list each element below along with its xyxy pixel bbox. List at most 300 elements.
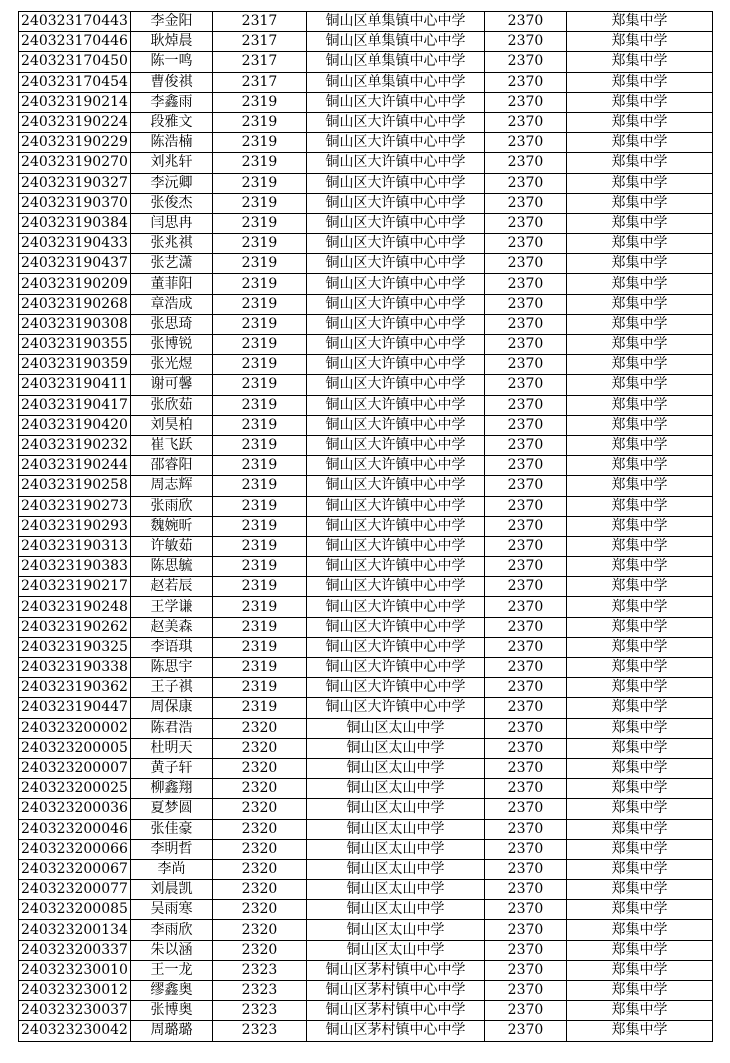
table-row xyxy=(19,294,713,314)
admit-code-cell: 2370 xyxy=(485,678,567,698)
student-name-cell: 许敏茹 xyxy=(131,536,213,556)
student-name-cell: 陈思宇 xyxy=(131,658,213,678)
school-name-cell: 铜山区太山中学 xyxy=(307,779,485,799)
admit-code-cell: 2370 xyxy=(485,193,567,213)
school-code-cell: 2320 xyxy=(213,758,307,778)
admit-school-cell: 郑集中学 xyxy=(567,557,713,577)
school-code-cell: 2319 xyxy=(213,112,307,132)
table-row xyxy=(19,234,713,254)
exam-number-cell: 240323190262 xyxy=(19,617,131,637)
school-name-cell: 铜山区大许镇中心中学 xyxy=(307,274,485,294)
table-row xyxy=(19,112,713,132)
admit-code-cell: 2370 xyxy=(485,456,567,476)
exam-number-cell: 240323230037 xyxy=(19,1001,131,1021)
admit-school-cell: 郑集中学 xyxy=(567,981,713,1001)
exam-number-cell: 240323190327 xyxy=(19,173,131,193)
school-name-cell: 铜山区太山中学 xyxy=(307,799,485,819)
admit-code-cell: 2370 xyxy=(485,234,567,254)
admit-code-cell: 2370 xyxy=(485,133,567,153)
student-name-cell: 陈思毓 xyxy=(131,557,213,577)
student-name-cell: 李尚 xyxy=(131,859,213,879)
admit-code-cell: 2370 xyxy=(485,435,567,455)
student-name-cell: 赵美森 xyxy=(131,617,213,637)
exam-number-cell: 240323190384 xyxy=(19,213,131,233)
table-row xyxy=(19,355,713,375)
exam-number-cell: 240323230012 xyxy=(19,981,131,1001)
table-row xyxy=(19,658,713,678)
student-name-cell: 张博奥 xyxy=(131,1001,213,1021)
exam-number-cell: 240323190447 xyxy=(19,698,131,718)
admit-code-cell: 2370 xyxy=(485,577,567,597)
admit-school-cell: 郑集中学 xyxy=(567,758,713,778)
admit-school-cell: 郑集中学 xyxy=(567,193,713,213)
admit-code-cell: 2370 xyxy=(485,92,567,112)
admit-code-cell: 2370 xyxy=(485,779,567,799)
admit-school-cell: 郑集中学 xyxy=(567,294,713,314)
student-name-cell: 段雅文 xyxy=(131,112,213,132)
student-name-cell: 闫思冉 xyxy=(131,213,213,233)
admit-school-cell: 郑集中学 xyxy=(567,900,713,920)
school-code-cell: 2319 xyxy=(213,476,307,496)
school-name-cell: 铜山区大许镇中心中学 xyxy=(307,415,485,435)
student-name-cell: 李明哲 xyxy=(131,839,213,859)
exam-number-cell: 240323190308 xyxy=(19,314,131,334)
admit-school-cell: 郑集中学 xyxy=(567,819,713,839)
student-name-cell: 黄子轩 xyxy=(131,758,213,778)
admit-code-cell: 2370 xyxy=(485,1001,567,1021)
admit-school-cell: 郑集中学 xyxy=(567,920,713,940)
admit-code-cell: 2370 xyxy=(485,738,567,758)
student-name-cell: 陈一鸣 xyxy=(131,52,213,72)
school-name-cell: 铜山区单集镇中心中学 xyxy=(307,32,485,52)
exam-number-cell: 240323190417 xyxy=(19,395,131,415)
school-code-cell: 2319 xyxy=(213,92,307,112)
school-code-cell: 2320 xyxy=(213,900,307,920)
admit-code-cell: 2370 xyxy=(485,1021,567,1041)
admit-code-cell: 2370 xyxy=(485,52,567,72)
table-row xyxy=(19,557,713,577)
school-code-cell: 2317 xyxy=(213,32,307,52)
school-name-cell: 铜山区太山中学 xyxy=(307,738,485,758)
admit-school-cell: 郑集中学 xyxy=(567,274,713,294)
school-code-cell: 2319 xyxy=(213,193,307,213)
exam-number-cell: 240323190217 xyxy=(19,577,131,597)
table-row xyxy=(19,536,713,556)
exam-number-cell: 240323190273 xyxy=(19,496,131,516)
admit-code-cell: 2370 xyxy=(485,32,567,52)
admit-school-cell: 郑集中学 xyxy=(567,779,713,799)
student-name-cell: 邵睿阳 xyxy=(131,456,213,476)
admit-code-cell: 2370 xyxy=(485,617,567,637)
school-code-cell: 2319 xyxy=(213,617,307,637)
table-row xyxy=(19,799,713,819)
exam-number-cell: 240323170454 xyxy=(19,72,131,92)
admit-school-cell: 郑集中学 xyxy=(567,718,713,738)
exam-number-cell: 240323190433 xyxy=(19,234,131,254)
admit-code-cell: 2370 xyxy=(485,173,567,193)
admit-school-cell: 郑集中学 xyxy=(567,516,713,536)
school-code-cell: 2319 xyxy=(213,335,307,355)
admit-school-cell: 郑集中学 xyxy=(567,577,713,597)
admit-school-cell: 郑集中学 xyxy=(567,314,713,334)
table-row xyxy=(19,859,713,879)
exam-number-cell: 240323190229 xyxy=(19,133,131,153)
school-name-cell: 铜山区大许镇中心中学 xyxy=(307,456,485,476)
admit-school-cell: 郑集中学 xyxy=(567,880,713,900)
student-name-cell: 刘兆轩 xyxy=(131,153,213,173)
table-row xyxy=(19,819,713,839)
exam-number-cell: 240323190338 xyxy=(19,658,131,678)
exam-number-cell: 240323190383 xyxy=(19,557,131,577)
school-code-cell: 2320 xyxy=(213,779,307,799)
school-name-cell: 铜山区太山中学 xyxy=(307,839,485,859)
admit-code-cell: 2370 xyxy=(485,254,567,274)
school-name-cell: 铜山区大许镇中心中学 xyxy=(307,395,485,415)
student-name-cell: 刘晨凯 xyxy=(131,880,213,900)
school-name-cell: 铜山区大许镇中心中学 xyxy=(307,234,485,254)
admit-school-cell: 郑集中学 xyxy=(567,153,713,173)
table-row xyxy=(19,456,713,476)
student-name-cell: 耿焯晨 xyxy=(131,32,213,52)
table-row xyxy=(19,395,713,415)
admit-code-cell: 2370 xyxy=(485,476,567,496)
table-row xyxy=(19,274,713,294)
table-row xyxy=(19,577,713,597)
admit-code-cell: 2370 xyxy=(485,920,567,940)
student-name-cell: 张欣茹 xyxy=(131,395,213,415)
school-code-cell: 2319 xyxy=(213,496,307,516)
exam-number-cell: 240323170450 xyxy=(19,52,131,72)
table-row xyxy=(19,718,713,738)
exam-number-cell: 240323200067 xyxy=(19,859,131,879)
table-row xyxy=(19,133,713,153)
school-name-cell: 铜山区大许镇中心中学 xyxy=(307,678,485,698)
student-name-cell: 崔飞跃 xyxy=(131,435,213,455)
school-code-cell: 2319 xyxy=(213,516,307,536)
school-name-cell: 铜山区大许镇中心中学 xyxy=(307,92,485,112)
student-name-cell: 张雨欣 xyxy=(131,496,213,516)
admit-school-cell: 郑集中学 xyxy=(567,698,713,718)
school-name-cell: 铜山区大许镇中心中学 xyxy=(307,597,485,617)
exam-number-cell: 240323200046 xyxy=(19,819,131,839)
student-name-cell: 周璐璐 xyxy=(131,1021,213,1041)
exam-number-cell: 240323190362 xyxy=(19,678,131,698)
school-code-cell: 2319 xyxy=(213,395,307,415)
school-code-cell: 2319 xyxy=(213,415,307,435)
school-code-cell: 2320 xyxy=(213,940,307,960)
admit-code-cell: 2370 xyxy=(485,981,567,1001)
admit-school-cell: 郑集中学 xyxy=(567,536,713,556)
student-name-cell: 李雨欣 xyxy=(131,920,213,940)
school-code-cell: 2320 xyxy=(213,880,307,900)
student-name-cell: 谢可馨 xyxy=(131,375,213,395)
roster-body xyxy=(19,12,713,1042)
school-code-cell: 2320 xyxy=(213,839,307,859)
exam-number-cell: 240323190209 xyxy=(19,274,131,294)
admit-code-cell: 2370 xyxy=(485,758,567,778)
exam-number-cell: 240323200036 xyxy=(19,799,131,819)
admit-code-cell: 2370 xyxy=(485,880,567,900)
school-code-cell: 2319 xyxy=(213,536,307,556)
school-code-cell: 2319 xyxy=(213,698,307,718)
student-name-cell: 杜明天 xyxy=(131,738,213,758)
student-name-cell: 李金阳 xyxy=(131,12,213,32)
admit-code-cell: 2370 xyxy=(485,698,567,718)
student-name-cell: 周志辉 xyxy=(131,476,213,496)
student-name-cell: 魏婉昕 xyxy=(131,516,213,536)
student-name-cell: 缪鑫奥 xyxy=(131,981,213,1001)
school-code-cell: 2320 xyxy=(213,859,307,879)
school-name-cell: 铜山区大许镇中心中学 xyxy=(307,617,485,637)
school-name-cell: 铜山区大许镇中心中学 xyxy=(307,658,485,678)
table-row xyxy=(19,678,713,698)
admit-school-cell: 郑集中学 xyxy=(567,859,713,879)
school-name-cell: 铜山区大许镇中心中学 xyxy=(307,536,485,556)
admit-school-cell: 郑集中学 xyxy=(567,133,713,153)
exam-number-cell: 240323190270 xyxy=(19,153,131,173)
table-row xyxy=(19,738,713,758)
student-name-cell: 李语琪 xyxy=(131,637,213,657)
admit-school-cell: 郑集中学 xyxy=(567,658,713,678)
admit-code-cell: 2370 xyxy=(485,839,567,859)
admit-code-cell: 2370 xyxy=(485,557,567,577)
school-code-cell: 2320 xyxy=(213,799,307,819)
exam-number-cell: 240323190232 xyxy=(19,435,131,455)
table-row xyxy=(19,900,713,920)
school-name-cell: 铜山区大许镇中心中学 xyxy=(307,496,485,516)
admit-school-cell: 郑集中学 xyxy=(567,335,713,355)
admit-school-cell: 郑集中学 xyxy=(567,456,713,476)
admit-school-cell: 郑集中学 xyxy=(567,213,713,233)
school-name-cell: 铜山区太山中学 xyxy=(307,940,485,960)
school-name-cell: 铜山区太山中学 xyxy=(307,900,485,920)
exam-number-cell: 240323190258 xyxy=(19,476,131,496)
school-code-cell: 2320 xyxy=(213,819,307,839)
student-name-cell: 李鑫雨 xyxy=(131,92,213,112)
admit-school-cell: 郑集中学 xyxy=(567,637,713,657)
exam-number-cell: 240323170443 xyxy=(19,12,131,32)
table-row xyxy=(19,32,713,52)
exam-number-cell: 240323190313 xyxy=(19,536,131,556)
admit-code-cell: 2370 xyxy=(485,112,567,132)
admit-code-cell: 2370 xyxy=(485,12,567,32)
school-code-cell: 2319 xyxy=(213,355,307,375)
school-name-cell: 铜山区大许镇中心中学 xyxy=(307,314,485,334)
admit-school-cell: 郑集中学 xyxy=(567,173,713,193)
school-code-cell: 2319 xyxy=(213,294,307,314)
student-name-cell: 张兆祺 xyxy=(131,234,213,254)
table-row xyxy=(19,839,713,859)
school-code-cell: 2319 xyxy=(213,456,307,476)
school-name-cell: 铜山区大许镇中心中学 xyxy=(307,375,485,395)
school-name-cell: 铜山区大许镇中心中学 xyxy=(307,133,485,153)
school-code-cell: 2319 xyxy=(213,254,307,274)
school-code-cell: 2317 xyxy=(213,52,307,72)
school-code-cell: 2319 xyxy=(213,597,307,617)
school-code-cell: 2319 xyxy=(213,577,307,597)
table-row xyxy=(19,981,713,1001)
admit-school-cell: 郑集中学 xyxy=(567,415,713,435)
admit-code-cell: 2370 xyxy=(485,314,567,334)
school-name-cell: 铜山区大许镇中心中学 xyxy=(307,294,485,314)
table-row xyxy=(19,72,713,92)
admit-school-cell: 郑集中学 xyxy=(567,738,713,758)
table-row xyxy=(19,597,713,617)
student-name-cell: 曹俊祺 xyxy=(131,72,213,92)
exam-number-cell: 240323200007 xyxy=(19,758,131,778)
school-code-cell: 2323 xyxy=(213,1021,307,1041)
admit-school-cell: 郑集中学 xyxy=(567,72,713,92)
school-code-cell: 2319 xyxy=(213,678,307,698)
table-row xyxy=(19,335,713,355)
admit-school-cell: 郑集中学 xyxy=(567,960,713,980)
student-name-cell: 王一龙 xyxy=(131,960,213,980)
school-code-cell: 2320 xyxy=(213,738,307,758)
exam-number-cell: 240323190437 xyxy=(19,254,131,274)
school-code-cell: 2319 xyxy=(213,375,307,395)
table-row xyxy=(19,940,713,960)
student-name-cell: 柳鑫翔 xyxy=(131,779,213,799)
admit-code-cell: 2370 xyxy=(485,637,567,657)
exam-number-cell: 240323190224 xyxy=(19,112,131,132)
school-code-cell: 2317 xyxy=(213,12,307,32)
admit-school-cell: 郑集中学 xyxy=(567,617,713,637)
admit-code-cell: 2370 xyxy=(485,375,567,395)
school-name-cell: 铜山区太山中学 xyxy=(307,819,485,839)
table-row xyxy=(19,314,713,334)
table-row xyxy=(19,758,713,778)
student-name-cell: 赵若辰 xyxy=(131,577,213,597)
admit-code-cell: 2370 xyxy=(485,960,567,980)
school-name-cell: 铜山区茅村镇中心中学 xyxy=(307,1001,485,1021)
student-name-cell: 张光煜 xyxy=(131,355,213,375)
school-name-cell: 铜山区大许镇中心中学 xyxy=(307,577,485,597)
school-name-cell: 铜山区大许镇中心中学 xyxy=(307,254,485,274)
exam-number-cell: 240323190355 xyxy=(19,335,131,355)
school-code-cell: 2319 xyxy=(213,234,307,254)
table-row xyxy=(19,435,713,455)
student-name-cell: 章浩成 xyxy=(131,294,213,314)
school-code-cell: 2320 xyxy=(213,920,307,940)
school-name-cell: 铜山区大许镇中心中学 xyxy=(307,637,485,657)
admit-code-cell: 2370 xyxy=(485,819,567,839)
school-code-cell: 2319 xyxy=(213,637,307,657)
school-code-cell: 2319 xyxy=(213,435,307,455)
admit-code-cell: 2370 xyxy=(485,213,567,233)
school-code-cell: 2323 xyxy=(213,960,307,980)
table-row xyxy=(19,476,713,496)
admit-code-cell: 2370 xyxy=(485,294,567,314)
student-name-cell: 李沅卿 xyxy=(131,173,213,193)
school-name-cell: 铜山区茅村镇中心中学 xyxy=(307,960,485,980)
student-name-cell: 张思琦 xyxy=(131,314,213,334)
admit-school-cell: 郑集中学 xyxy=(567,12,713,32)
school-name-cell: 铜山区太山中学 xyxy=(307,758,485,778)
table-row xyxy=(19,516,713,536)
exam-number-cell: 240323190268 xyxy=(19,294,131,314)
admit-school-cell: 郑集中学 xyxy=(567,355,713,375)
exam-number-cell: 240323190325 xyxy=(19,637,131,657)
admit-code-cell: 2370 xyxy=(485,355,567,375)
table-row xyxy=(19,52,713,72)
admit-code-cell: 2370 xyxy=(485,274,567,294)
student-name-cell: 吴雨寒 xyxy=(131,900,213,920)
table-row xyxy=(19,637,713,657)
admit-school-cell: 郑集中学 xyxy=(567,597,713,617)
table-row xyxy=(19,173,713,193)
student-name-cell: 王学谦 xyxy=(131,597,213,617)
student-name-cell: 刘昊柏 xyxy=(131,415,213,435)
table-row xyxy=(19,1001,713,1021)
admit-school-cell: 郑集中学 xyxy=(567,1021,713,1041)
school-code-cell: 2319 xyxy=(213,274,307,294)
exam-number-cell: 240323200134 xyxy=(19,920,131,940)
table-row xyxy=(19,1021,713,1041)
exam-number-cell: 240323190420 xyxy=(19,415,131,435)
school-code-cell: 2323 xyxy=(213,981,307,1001)
admit-school-cell: 郑集中学 xyxy=(567,375,713,395)
table-row xyxy=(19,254,713,274)
admit-code-cell: 2370 xyxy=(485,658,567,678)
school-name-cell: 铜山区单集镇中心中学 xyxy=(307,72,485,92)
exam-number-cell: 240323230042 xyxy=(19,1021,131,1041)
admit-school-cell: 郑集中学 xyxy=(567,234,713,254)
admit-code-cell: 2370 xyxy=(485,395,567,415)
admit-code-cell: 2370 xyxy=(485,900,567,920)
school-code-cell: 2319 xyxy=(213,658,307,678)
school-code-cell: 2319 xyxy=(213,314,307,334)
exam-number-cell: 240323200337 xyxy=(19,940,131,960)
admit-school-cell: 郑集中学 xyxy=(567,254,713,274)
school-name-cell: 铜山区大许镇中心中学 xyxy=(307,173,485,193)
admit-school-cell: 郑集中学 xyxy=(567,839,713,859)
admit-code-cell: 2370 xyxy=(485,153,567,173)
table-row xyxy=(19,92,713,112)
admit-school-cell: 郑集中学 xyxy=(567,32,713,52)
table-row xyxy=(19,213,713,233)
admit-code-cell: 2370 xyxy=(485,536,567,556)
school-name-cell: 铜山区太山中学 xyxy=(307,859,485,879)
student-name-cell: 张博锐 xyxy=(131,335,213,355)
table-row xyxy=(19,375,713,395)
school-name-cell: 铜山区太山中学 xyxy=(307,718,485,738)
student-name-cell: 张佳豪 xyxy=(131,819,213,839)
school-name-cell: 铜山区单集镇中心中学 xyxy=(307,12,485,32)
admit-school-cell: 郑集中学 xyxy=(567,52,713,72)
admit-code-cell: 2370 xyxy=(485,940,567,960)
table-row xyxy=(19,960,713,980)
student-name-cell: 陈浩楠 xyxy=(131,133,213,153)
school-name-cell: 铜山区单集镇中心中学 xyxy=(307,52,485,72)
school-name-cell: 铜山区大许镇中心中学 xyxy=(307,516,485,536)
admit-school-cell: 郑集中学 xyxy=(567,1001,713,1021)
school-code-cell: 2319 xyxy=(213,133,307,153)
table-row xyxy=(19,153,713,173)
exam-number-cell: 240323200077 xyxy=(19,880,131,900)
admit-school-cell: 郑集中学 xyxy=(567,395,713,415)
school-code-cell: 2320 xyxy=(213,718,307,738)
table-row xyxy=(19,415,713,435)
admit-school-cell: 郑集中学 xyxy=(567,799,713,819)
school-name-cell: 铜山区大许镇中心中学 xyxy=(307,557,485,577)
student-name-cell: 张艺潇 xyxy=(131,254,213,274)
student-name-cell: 陈君浩 xyxy=(131,718,213,738)
student-name-cell: 王子祺 xyxy=(131,678,213,698)
admit-code-cell: 2370 xyxy=(485,72,567,92)
student-name-cell: 董菲阳 xyxy=(131,274,213,294)
exam-number-cell: 240323200005 xyxy=(19,738,131,758)
table-row xyxy=(19,193,713,213)
